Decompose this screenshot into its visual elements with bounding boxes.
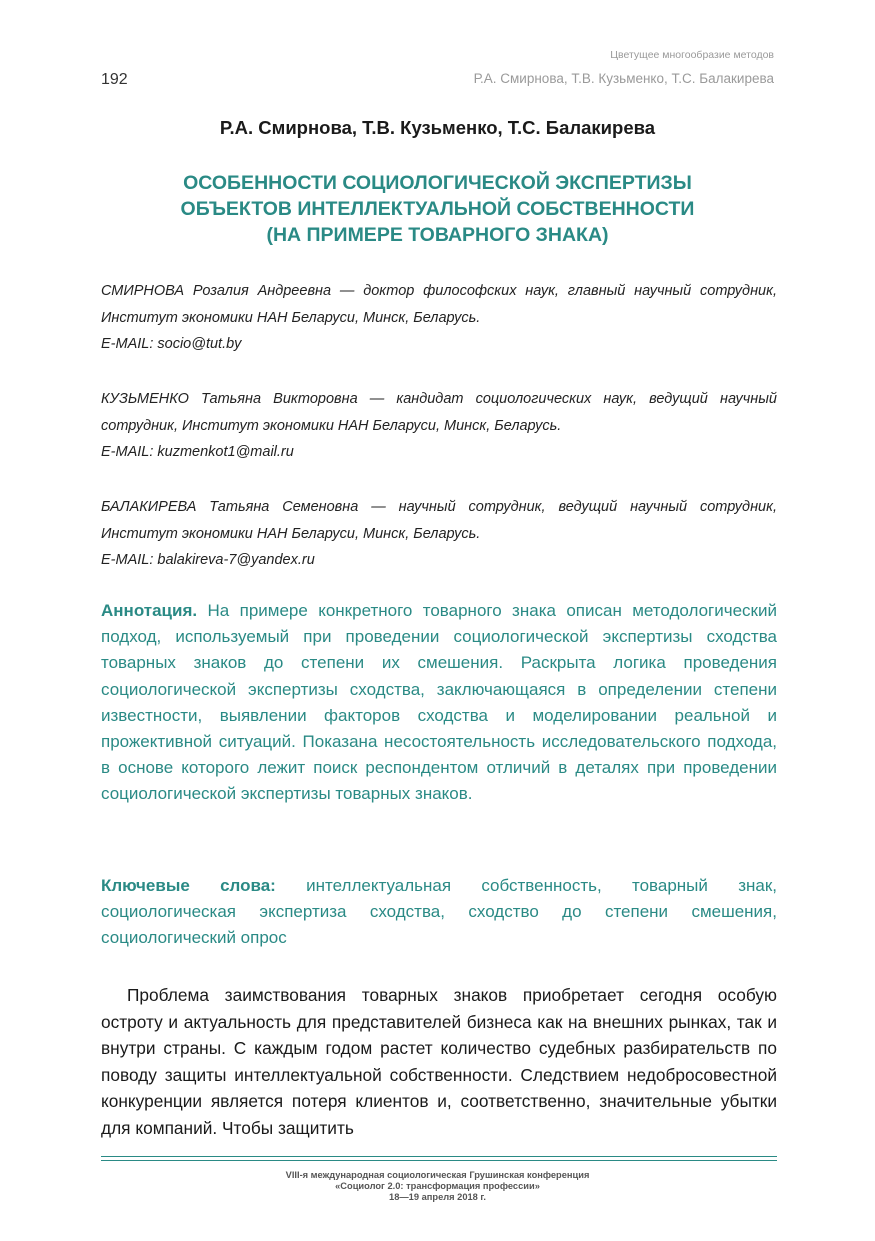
affiliation-email: E-MAIL: socio@tut.by xyxy=(101,336,242,352)
title-line: ОСОБЕННОСТИ СОЦИОЛОГИЧЕСКОЙ ЭКСПЕРТИЗЫ xyxy=(183,172,692,194)
footer-line: «Социолог 2.0: трансформация профессии» xyxy=(335,1181,540,1191)
body-paragraph: Проблема заимствования товарных знаков приобретает сегодня особую остроту и актуальность для представителей бизнеса как на внешних рынках, так и внутри страны. С каждым годом растет количество судебных разбирательств по поводу защиты интеллектуальной собственности. Следствием недобросовестной конкуренции является потеря клиентов и, соответственно, значительные убытки для компаний. Чтобы защитить xyxy=(101,985,777,1138)
keywords-text: интеллектуальная собственность, товарный знак, социологическая экспертиза сходства, сходство до степени смешения, социологический опрос xyxy=(101,876,777,948)
abstract xyxy=(101,598,777,808)
conference-footer xyxy=(0,1170,875,1203)
footer-line: VIII-я международная социологическая Грушинская конференция xyxy=(285,1170,590,1180)
affiliation-text: КУЗЬМЕНКО Татьяна Викторовна — кандидат социологических наук, ведущий научный сотрудник, Институт экономики НАН Беларуси, Минск, Беларусь. xyxy=(101,391,777,434)
footer-divider xyxy=(101,1160,777,1161)
affiliation-text: СМИРНОВА Розалия Андреевна — доктор философских наук, главный научный сотрудник, Институт экономики НАН Беларуси, Минск, Беларусь. xyxy=(101,283,777,326)
series-title: Цветущее многообразие методов xyxy=(610,49,774,61)
footer-divider xyxy=(101,1156,777,1157)
affiliation-text: БАЛАКИРЕВА Татьяна Семеновна — научный сотрудник, ведущий научный сотрудник, Институт экономики НАН Беларуси, Минск, Беларусь. xyxy=(101,499,777,542)
page-number: 192 xyxy=(101,71,128,88)
article-title xyxy=(0,170,875,248)
affiliation-smirnova xyxy=(101,278,777,358)
running-head: Р.А. Смирнова, Т.В. Кузьменко, Т.С. Балакирева xyxy=(473,71,774,86)
abstract-text: На примере конкретного товарного знака описан методологический подход, используемый при проведении социологической экспертизы сходства товарных знаков до степени их смешения. Раскрыта логика проведения социологической экспертизы сходства, заключающаяся в определении степени известности, выявлении факторов сходства и моделировании реальной и прожективной ситуаций. Показана несостоятельность исследовательского подхода, в основе которого лежит поиск респондентом отличий в деталях при проведении социологической экспертизы товарных знаков. xyxy=(101,601,777,804)
affiliation-email: E-MAIL: balakireva-7@yandex.ru xyxy=(101,552,315,568)
keywords xyxy=(101,873,777,952)
title-line: (НА ПРИМЕРЕ ТОВАРНОГО ЗНАКА) xyxy=(266,224,609,246)
keywords-label: Ключевые слова: xyxy=(101,876,276,895)
affiliation-email: E-MAIL: kuzmenkot1@mail.ru xyxy=(101,444,294,460)
article-authors: Р.А. Смирнова, Т.В. Кузьменко, Т.С. Балакирева xyxy=(219,117,656,138)
title-line: ОБЪЕКТОВ ИНТЕЛЛЕКТУАЛЬНОЙ СОБСТВЕННОСТИ xyxy=(180,198,695,220)
footer-line: 18—19 апреля 2018 г. xyxy=(389,1192,486,1202)
affiliation-kuzmenko xyxy=(101,386,777,466)
abstract-label: Аннотация. xyxy=(101,601,198,620)
affiliation-balakireva xyxy=(101,494,777,574)
